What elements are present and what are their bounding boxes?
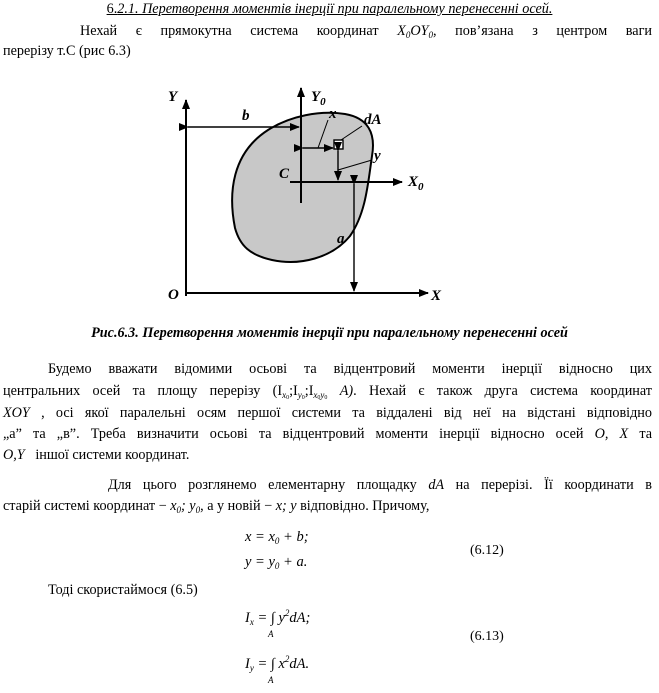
dA-label: dA	[428, 477, 445, 493]
eq-6-13-line2: $I_y$ = ∫ $x^2dA$.	[245, 654, 310, 673]
para4: Тоді скористаймося (6.5)	[48, 582, 198, 598]
para2-line1: Будемо вважати відомими осьові та відцентровий моменти інерції відносно цих	[48, 361, 652, 377]
label-Y: Y	[168, 89, 178, 105]
eq-6-13-limit-2: A	[268, 675, 274, 685]
label-C: C	[279, 166, 290, 182]
label-y: y	[374, 148, 381, 164]
para1-text-a: Нехай є прямокутна система координат	[80, 23, 379, 39]
figure-caption: Рис.6.3. Перетворення моментів інерції при паралельному перенесенні осей	[91, 325, 568, 341]
eq-6-13-limit-1: A	[268, 629, 274, 639]
eq-6-13-number: (6.13)	[470, 629, 504, 644]
label-x: x	[329, 106, 337, 122]
new-coords: x; y	[275, 498, 297, 514]
para1-line1	[80, 22, 652, 44]
para2-line5: O,Y іншої системи координат.	[3, 447, 190, 463]
label-Y0: $Y_0$	[311, 89, 326, 108]
section-heading-prefix: 6.	[106, 1, 118, 17]
eq-6-12-line2: $y = y_0 + a$.	[245, 554, 308, 571]
element-dA	[334, 140, 343, 149]
para3-line1: Для цього розглянемо елементарну площадку dA на перерізі. Її координати в	[108, 477, 652, 493]
figure-6-3	[0, 78, 659, 323]
label-a: a	[337, 231, 345, 247]
xoy-label: XOY	[3, 405, 30, 421]
eq-6-12-line1: $x = x_0 + b$;	[245, 529, 309, 546]
section-heading-title: 2.1. Перетворення моментів інерції при паралельному перенесенні осей.	[117, 1, 553, 17]
oy-label: O,Y	[3, 447, 25, 463]
label-X: X	[431, 288, 442, 304]
eq-6-12-number: (6.12)	[470, 543, 504, 558]
label-O: O	[168, 287, 179, 303]
label-b: b	[242, 108, 250, 124]
para1-text-b: , пов’язана з центром ваги	[432, 23, 653, 39]
old-coords: $x_0$; $y_0$	[170, 498, 201, 515]
para2-line3: XOY , осі якої паралельні осям першої системи та віддалені від неї на відстані відповідно	[3, 405, 652, 421]
section-heading	[0, 0, 659, 18]
cross-section-shape	[232, 113, 373, 262]
label-dA: dA	[364, 112, 382, 128]
area-moments-formula: ($I_{x0};I_{y0};I_{x0y0}$ A)	[272, 383, 354, 401]
eq-6-13-line1: $I_x$ = ∫ $y^2dA$;	[245, 608, 311, 627]
para3-line2: старій системі координат − $x_0$; $y_0$, а у новій − x; y відповідно. Причому,	[3, 498, 430, 515]
ox-label: O, X	[594, 426, 629, 442]
para2-line4: „a” та „в”. Треба визначити осьові та відцентровий моменти інерції відносно осей O, X та	[3, 426, 652, 442]
para1-line2: перерізу т.С (рис 6.3)	[3, 43, 131, 59]
para2-line2: центральних осей та площу перерізу ($I_{x0};I_{y0};I_{x0y0}$ A). Нехай є також друга система координат	[3, 383, 653, 401]
coordinate-system-label: $X_0OY_0$	[397, 23, 433, 40]
label-X0: $X_0$	[408, 174, 424, 193]
